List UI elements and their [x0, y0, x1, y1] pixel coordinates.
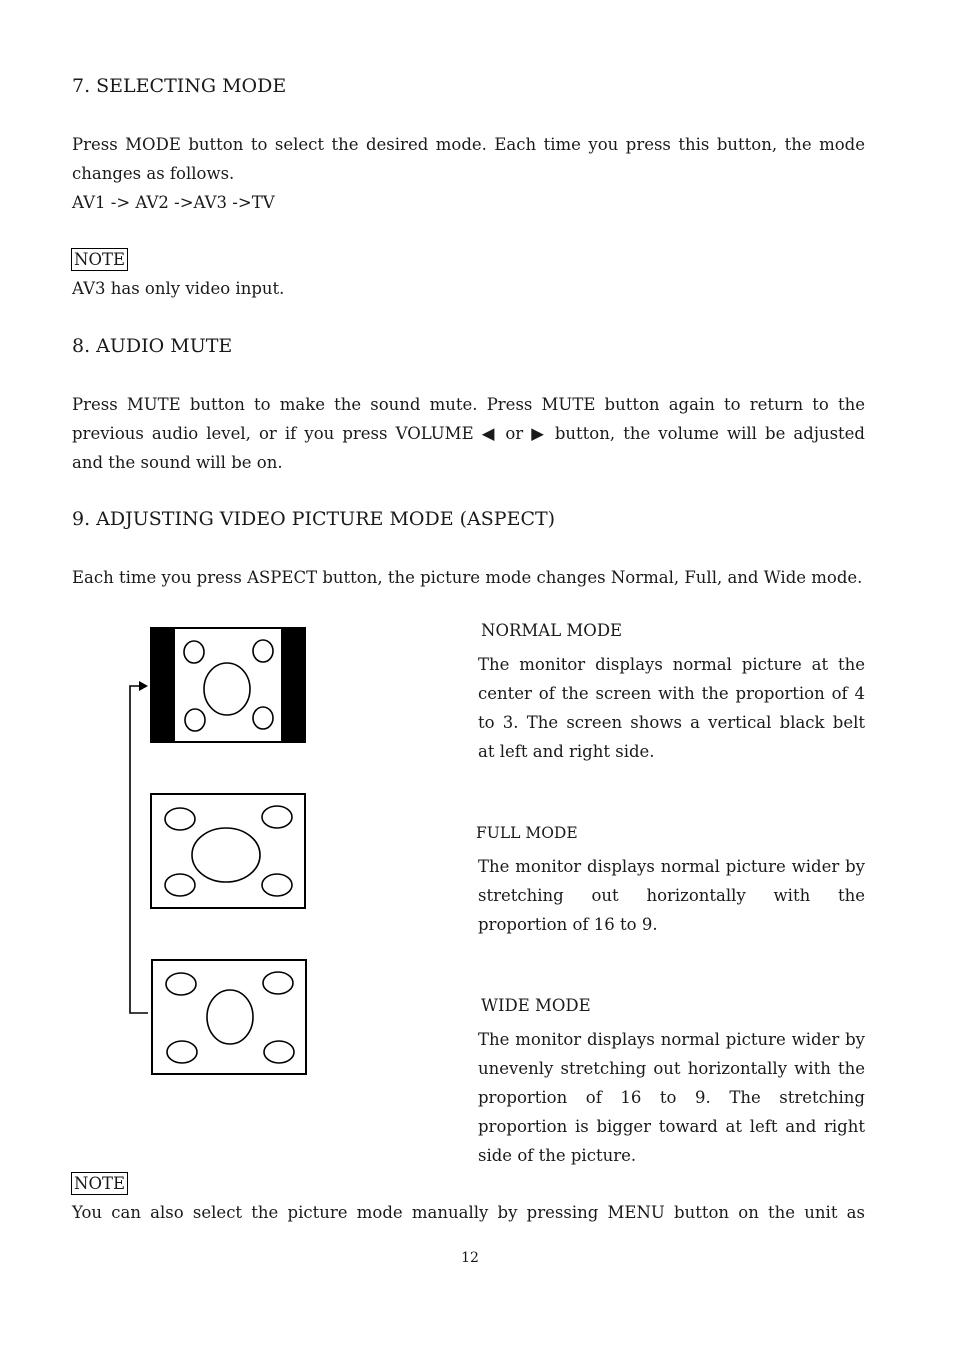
section-7-heading: 7. SELECTING MODE [72, 75, 287, 97]
wide-mode-line: proportion of 16 to 9. The stretching [478, 1088, 865, 1107]
section-8-line-3: and the sound will be on. [72, 453, 283, 472]
aspect-mode-diagram [120, 620, 320, 1080]
full-mode-screen [151, 794, 305, 908]
full-mode-title: FULL MODE [476, 824, 578, 842]
full-mode-line: The monitor displays normal picture wider by [478, 857, 865, 876]
normal-mode-screen [151, 628, 305, 742]
normal-mode-title: NORMAL MODE [481, 621, 623, 640]
section-8-heading: 8. AUDIO MUTE [72, 335, 233, 357]
section-8-paragraph [72, 390, 865, 477]
section-8-line-1: Press MUTE button to make the sound mute. Press MUTE button again to return to the [72, 395, 865, 414]
normal-mode-text [478, 650, 865, 766]
note-text: AV3 has only video input. [72, 279, 285, 298]
section-9-heading: 9. ADJUSTING VIDEO PICTURE MODE (ASPECT) [72, 508, 556, 530]
mode-sequence: AV1 -> AV2 ->AV3 ->TV [72, 193, 275, 212]
normal-mode-line: to 3. The screen shows a vertical black belt [478, 713, 865, 732]
wide-mode-line: proportion is bigger toward at left and right [478, 1117, 865, 1136]
section-9-intro: Each time you press ASPECT button, the picture mode changes Normal, Full, and Wide mode. [72, 568, 863, 587]
right-black-belt [281, 628, 305, 742]
note-label-2: NOTE [71, 1172, 128, 1195]
full-mode-line: stretching out horizontally with the [478, 886, 865, 905]
normal-mode-line: The monitor displays normal picture at the [478, 655, 865, 674]
wide-mode-screen [152, 960, 306, 1074]
section-7-line-1: Press MODE button to select the desired mode. Each time you press this button, the mode [72, 135, 865, 154]
normal-mode-line: at left and right side. [478, 742, 655, 761]
note-label: NOTE [71, 248, 128, 271]
cycle-arrow [130, 681, 148, 1013]
wide-mode-line: side of the picture. [478, 1146, 637, 1165]
full-mode-line: proportion of 16 to 9. [478, 915, 658, 934]
left-black-belt [151, 628, 175, 742]
note-text-2: You can also select the picture mode manually by pressing MENU button on the unit as [72, 1203, 865, 1222]
wide-mode-line: unevenly stretching out horizontally with the [478, 1059, 865, 1078]
section-7-paragraph [72, 130, 865, 217]
section-8-line-2: previous audio level, or if you press VOLUME ◀ or ▶ button, the volume will be adjusted [72, 424, 865, 443]
section-7-line-2: changes as follows. [72, 164, 235, 183]
wide-mode-title: WIDE MODE [481, 996, 591, 1015]
wide-mode-text [478, 1025, 865, 1170]
full-mode-text [478, 852, 865, 939]
page-number: 12 [461, 1250, 479, 1266]
normal-mode-line: center of the screen with the proportion of 4 [478, 684, 865, 703]
wide-mode-line: The monitor displays normal picture wider by [478, 1030, 865, 1049]
